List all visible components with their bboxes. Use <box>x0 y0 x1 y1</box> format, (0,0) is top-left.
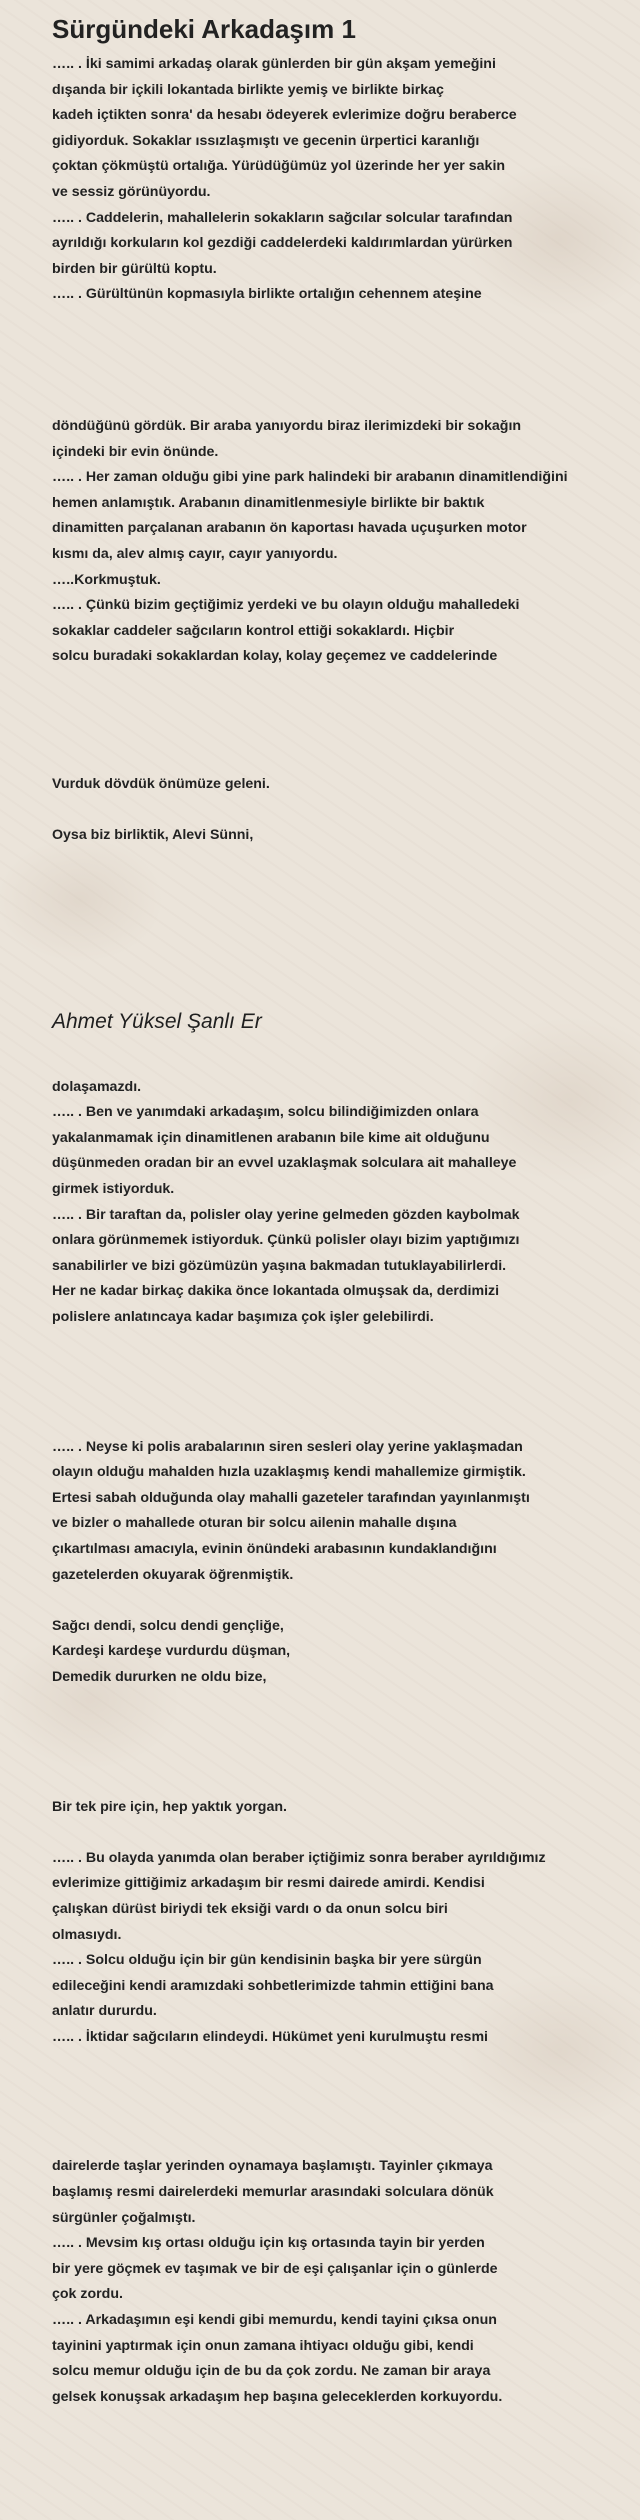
text-block-4: dolaşamazdı. ….. . Ben ve yanımdaki arkadaşım, solcu bilindiğimizden onlara yakalanmamak için dinamitlenen arabanın bile kime ait olduğunu düşünmeden oradan bir an evvel uzaklaşmak solculara ait mahalleye girmek istiyorduk. ….. . Bir taraftan da, polisler olay yerine gelmeden gözden kaybolmak onlara görünmemek istiyorduk. Çünkü polisler olayı bizim yaptığımızı sanabilirler ve bizi gözümüzün yaşına bakmadan tutuklayabilirlerdi. Her ne kadar birkaç dakika önce lokantada olmuşsak da, derdimizi polislere anlatıncaya kadar başımıza çok işler gelebilirdi. <box>52 1078 520 1325</box>
text-block-6: Bir tek pire için, hep yaktık yorgan. ….. . Bu olayda yanımda olan beraber içtiğimiz sonra beraber ayrıldığımız evlerimize gittiğimiz arkadaşım bir resmi dairede amirdi. Kendisi çalışkan dürüst biriydi tek eksiği vardı o da onun solcu biri olmasıydı. ….. . Solcu olduğu için bir gün kendisinin başka bir yere sürgün edileceğini kendi aramızdaki sohbetlerimizde tahmin ettiğini bana anlatır dururdu. ….. . İktidar sağcıların elindeydi. Hükümet yeni kurulmuştu resmi <box>52 1798 546 2045</box>
spacer <box>52 1037 624 1075</box>
spacer <box>52 849 624 1007</box>
spacer <box>52 2050 624 2154</box>
text-block-3: Vurduk dövdük önümüze geleni. Oysa biz birliktik, Alevi Sünni, <box>52 775 270 844</box>
spacer <box>52 1331 624 1435</box>
text-block-1: ….. . İki samimi arkadaş olarak günlerden bir gün akşam yemeğini dışanda bir içkili lokantada birlikte yemiş ve birlikte birkaç kadeh içtikten sonra' da hesabı ödeyerek evlerimize doğru beraberce gidiyorduk. Sokaklar ıssızlaşmıştı ve gecenin ürpertici karanlığı çoktan çökmüştü ortalığa. Yürüdüğümüz yol üzerinde her yer sakin ve sessiz görünüyordu. ….. . Caddelerin, mahallelerin sokakların sağcılar solcular tarafından ayrıldığı korkuların kol gezdiği caddelerdeki kaldırımlardan yürürken birden bir gürültü koptu. ….. . Gürültünün kopmasıyla birlikte ortalığın cehennem ateşine <box>52 56 517 303</box>
text-block-2: döndüğünü gördük. Bir araba yanıyordu biraz ilerimizdeki bir sokağın içindeki bir evin önünde. ….. . Her zaman olduğu gibi yine park halindeki bir arabanın dinamitlendiğini hemen anlamıştık. Arabanın dinamitlenmesiyle birlikte bir baktık dinamitten parçalanan arabanın ön kaportası havada uçuşurken motor kısmı da, alev almış cayır, cayır yanıyordu. …..Korkmuştuk. ….. . Çünkü bizim geçtiğimiz yerdeki ve bu olayın olduğu mahalledeki sokaklar caddeler sağcıların kontrol ettiği sokaklardı. Hiçbir solcu buradaki sokaklardan kolay, kolay geçemez ve caddelerinde <box>52 417 568 665</box>
spacer <box>52 308 624 414</box>
spacer <box>52 1691 624 1795</box>
spacer <box>52 670 624 772</box>
author-name: Ahmet Yüksel Şanlı Er <box>52 1009 262 1033</box>
text-block-5: ….. . Neyse ki polis arabalarının siren sesleri olay yerine yaklaşmadan olayın olduğu mahalden hızla uzaklaşmış kendi mahallemize girmiştik. Ertesi sabah olduğunda olay mahalli gazeteler tarafından yayınlanmıştı ve bizler o mahallede oturan bir solcu ailenin mahalle dışına çıkartılması amacıyla, evinin önündeki arabasının kundaklandığını gazetelerden okuyarak öğrenmiştik. Sağcı dendi, solcu dendi gençliğe, Kardeşi kardeşe vurdurdu düşman, Demedik dururken ne oldu bize, <box>52 1438 530 1685</box>
document-title: Sürgündeki Arkadaşım 1 <box>52 14 356 44</box>
text-block-7: dairelerde taşlar yerinden oynamaya başlamıştı. Tayinler çıkmaya başlamış resmi dairelerdeki memurlar arasındaki solculara dönük sürgünler çoğalmıştı. ….. . Mevsim kış ortası olduğu için kış ortasında tayin bir yerden bir yere göçmek ev taşımak ve bir de eşi çalışanlar için o günlerde çok zordu. ….. . Arkadaşımın eşi kendi gibi memurdu, kendi tayini çıksa onun tayinini yaptırmak için onun zamana ihtiyacı olduğu gibi, kendi solcu memur olduğu için de bu da çok zordu. Ne zaman bir araya gelsek konuşsak arkadaşım hep başına geleceklerden korkuyordu. <box>52 2158 503 2405</box>
